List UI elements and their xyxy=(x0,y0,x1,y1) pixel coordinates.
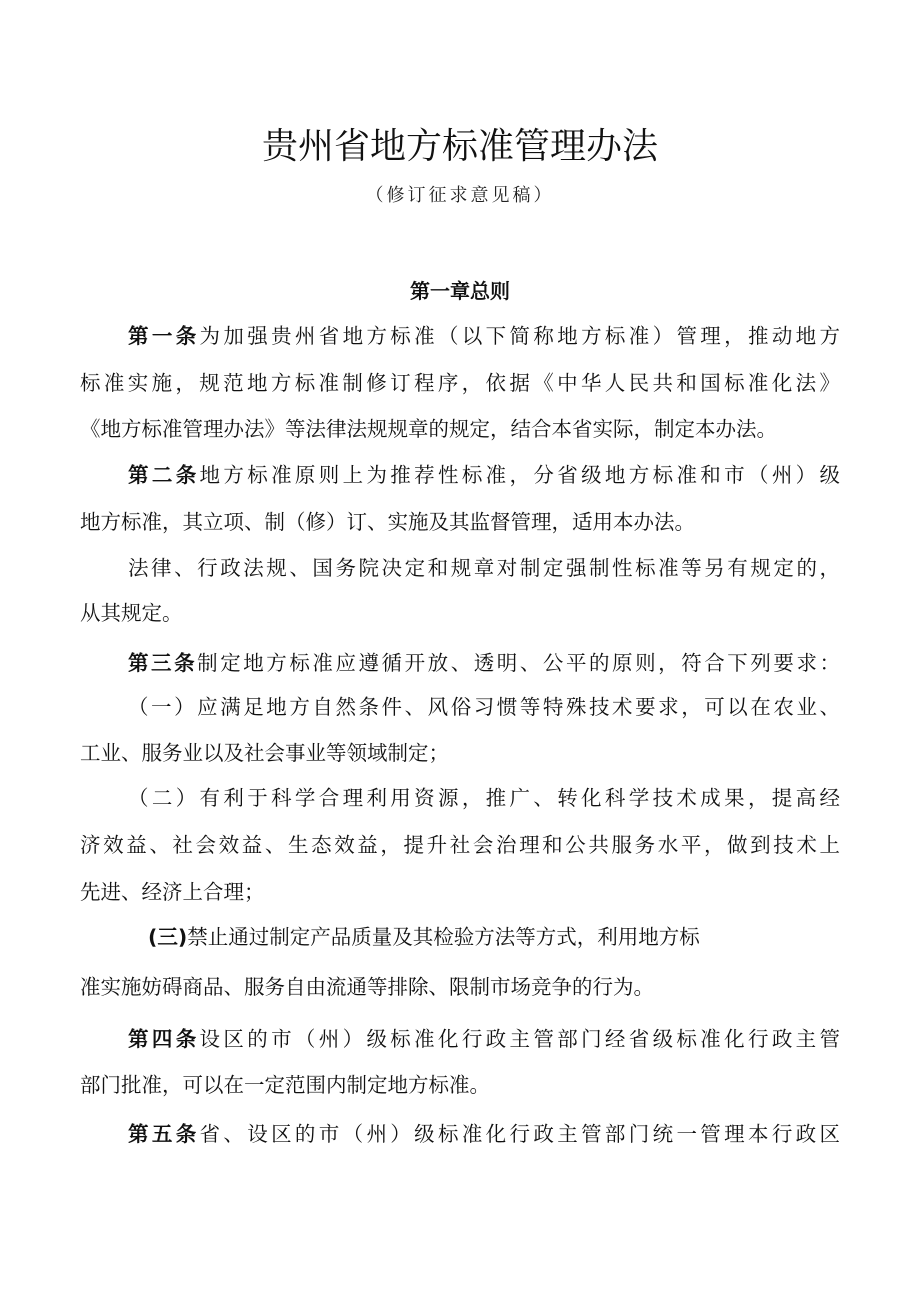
article-1-line-2: 标准实施，规范地方标准制修订程序，依据《中华人民共和国标准化法》 xyxy=(80,371,840,395)
article-1-line-3: 《地方标准管理办法》等法律法规规章的规定，结合本省实际，制定本办法。 xyxy=(80,417,777,441)
article-2-para-2-line-2: 从其规定。 xyxy=(80,601,183,625)
chapter-heading: 第一章总则 xyxy=(410,279,510,303)
article-2-line-2: 地方标准，其立项、制（修）订、实施及其监督管理，适用本办法。 xyxy=(80,510,695,534)
article-4-label: 第四条 xyxy=(128,1027,200,1051)
article-1-text: 为加强贵州省地方标准（以下简称地方标准）管理，推动地方 xyxy=(199,324,840,348)
article-3-item-2-line-1: （二）有利于科学合理利用资源，推广、转化科学技术成果，提高经 xyxy=(128,786,840,810)
article-3-item-2-line-3: 先进、经济上合理； xyxy=(80,880,265,904)
article-2-line-1 xyxy=(128,458,840,492)
article-3-item-1-line-2: 工业、服务业以及社会事业等领域制定； xyxy=(80,741,449,765)
article-1-label: 第一条 xyxy=(128,324,200,348)
article-4-line-2: 部门批准，可以在一定范围内制定地方标准。 xyxy=(80,1073,490,1097)
article-3-item-3-number: (三) xyxy=(148,925,188,949)
article-5-line-1 xyxy=(128,1117,840,1151)
article-4-line-1 xyxy=(128,1022,840,1056)
article-3-line-1 xyxy=(128,646,840,680)
article-3-item-3-line-2: 准实施妨碍商品、服务自由流通等排除、限制市场竞争的行为。 xyxy=(80,975,654,999)
article-5-label: 第五条 xyxy=(128,1122,200,1146)
article-5-text: 省、设区的市（州）级标准化行政主管部门统一管理本行政区 xyxy=(199,1122,840,1146)
document-title: 贵州省地方标准管理办法 xyxy=(261,126,658,167)
article-3-item-3-text: 禁止通过制定产品质量及其检验方法等方式，利用地方标 xyxy=(187,925,700,949)
article-3-text: 制定地方标准应遵循开放、透明、公平的原则，符合下列要求： xyxy=(197,651,840,675)
article-2-text: 地方标准原则上为推荐性标准，分省级地方标准和市（州）级 xyxy=(199,463,840,487)
article-4-text: 设区的市（州）级标准化行政主管部门经省级标准化行政主管 xyxy=(199,1027,840,1051)
article-2-label: 第二条 xyxy=(128,463,200,487)
article-2-para-2-line-1: 法律、行政法规、国务院决定和规章对制定强制性标准等另有规定的， xyxy=(128,556,840,580)
article-3-item-3-line-1 xyxy=(148,920,840,954)
document-subtitle: （修订征求意见稿） xyxy=(365,185,555,206)
article-1-line-1 xyxy=(128,319,840,353)
article-3-label: 第三条 xyxy=(128,651,198,675)
article-3-item-2-line-2: 济效益、社会效益、生态效益，提升社会治理和公共服务水平，做到技术上 xyxy=(80,833,840,857)
article-3-item-1-line-1: （一）应满足地方自然条件、风俗习惯等特殊技术要求，可以在农业、 xyxy=(128,695,840,719)
